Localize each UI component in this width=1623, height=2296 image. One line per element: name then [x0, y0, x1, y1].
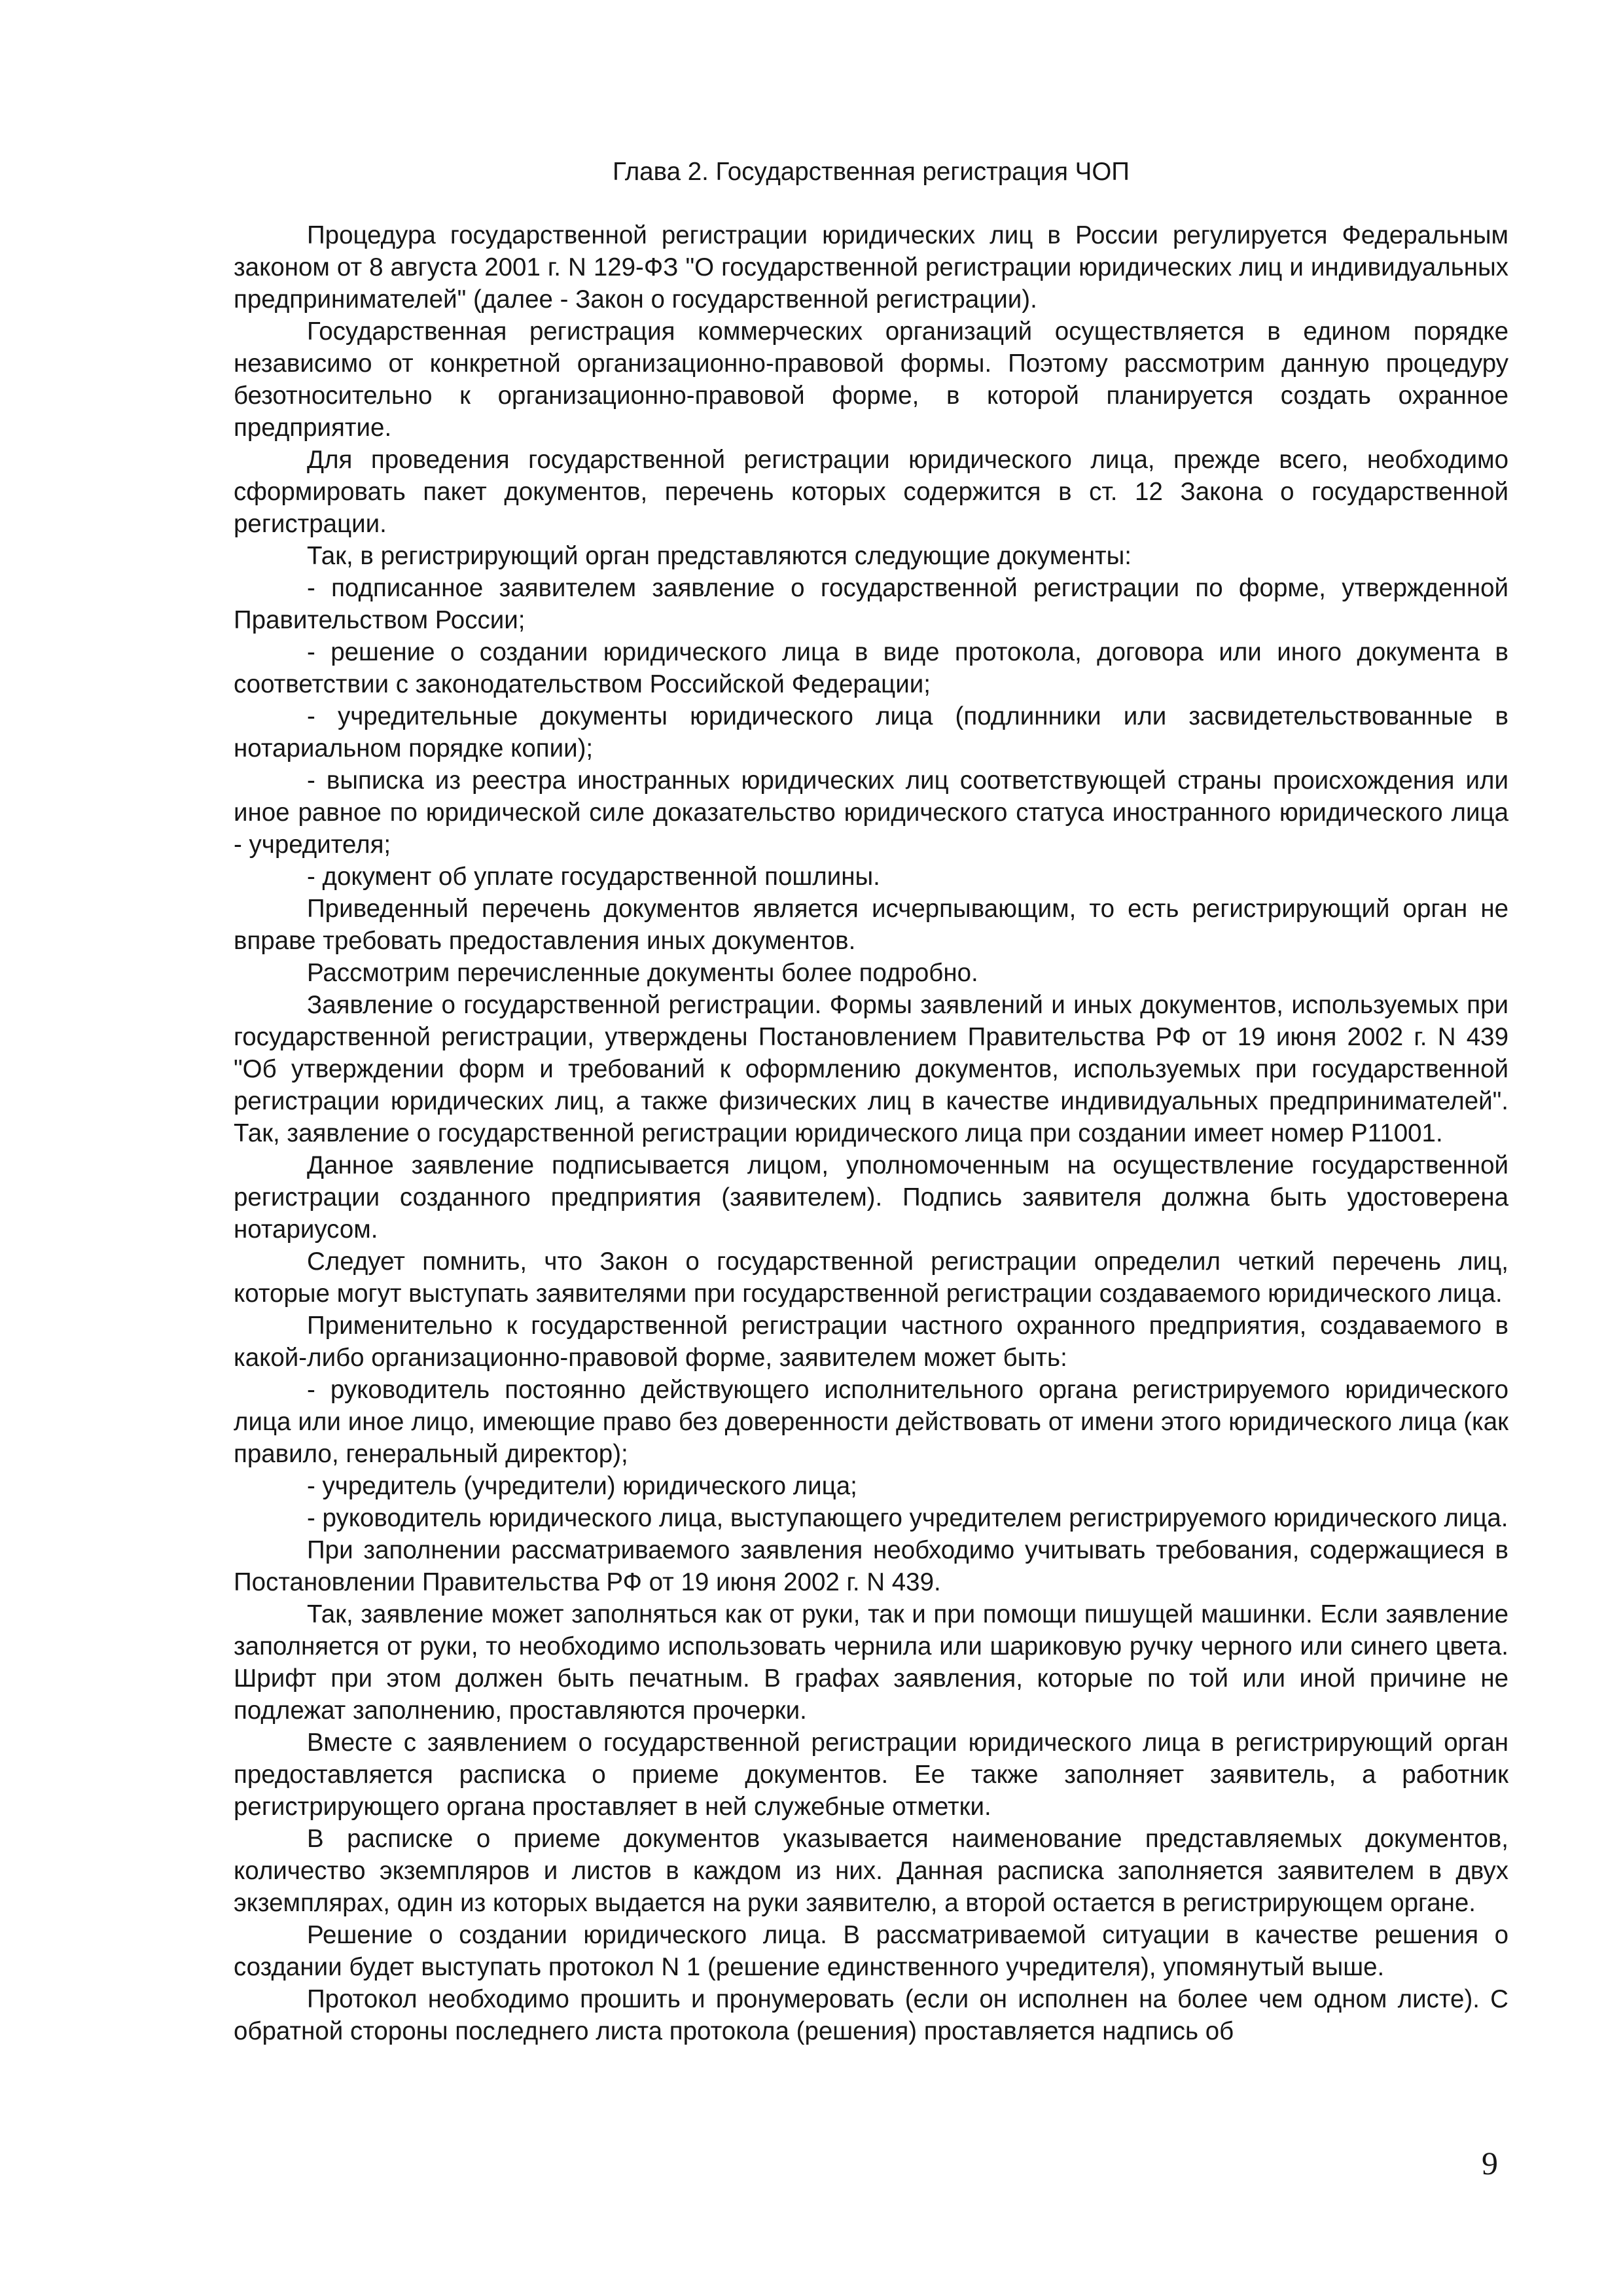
paragraph: Протокол необходимо прошить и пронумеровать (если он исполнен на более чем одном листе). С обратной стороны последнего листа протокола (решения) проставляется надпись об [234, 1985, 1508, 2045]
list-item: - руководитель юридического лица, выступающего учредителем регистрируемого юридического лица. [307, 1504, 1508, 1532]
paragraph: Применительно к государственной регистрации частного охранного предприятия, создаваемого в какой-либо организационно-правовой форме, заявителем может быть: [234, 1312, 1508, 1372]
paragraph: Заявление о государственной регистрации. Формы заявлений и иных документов, используемых при государственной регистрации, утверждены Постановлением Правительства РФ от 19 июня 2002 г. N 439 "Об утверждении форм и требований к оформлению документов, используемых при государственной регистрации юридических лиц, а также физических лиц в качестве индивидуальных предпринимателей". Так, заявление о государственной регистрации юридического лица при создании имеет номер Р11001. [234, 991, 1508, 1147]
list-item: - подписанное заявителем заявление о государственной регистрации по форме, утвержденной Правительством России; [234, 574, 1508, 634]
paragraph: Процедура государственной регистрации юридических лиц в России регулируется Федеральным законом от 8 августа 2001 г. N 129-ФЗ "О государственной регистрации юридических лиц и индивидуальных предпринимателей" (далее - Закон о государственной регистрации). [234, 221, 1508, 314]
list-item: - учредитель (учредители) юридического лица; [307, 1472, 857, 1500]
paragraph: Решение о создании юридического лица. В рассматриваемой ситуации в качестве решения о создании будет выступать протокол N 1 (решение единственного учредителя), упомянутый выше. [234, 1921, 1508, 1981]
paragraph: Так, заявление может заполняться как от руки, так и при помощи пишущей машинки. Если заявление заполняется от руки, то необходимо использовать чернила или шариковую ручку черного или синего цвета. Шрифт при этом должен быть печатным. В графах заявления, которые по той или иной причине не подлежат заполнению, проставляются прочерки. [234, 1600, 1508, 1725]
document-body [234, 156, 1508, 2047]
list-item: - руководитель постоянно действующего исполнительного органа регистрируемого юридического лица или иное лицо, имеющие право без доверенности действовать от имени этого юридического лица (как правило, генеральный директор); [234, 1376, 1508, 1468]
list-item: - документ об уплате государственной пошлины. [307, 863, 880, 891]
paragraph: Вместе с заявлением о государственной регистрации юридического лица в регистрирующий орган предоставляется расписка о приеме документов. Ее также заполняет заявитель, а работник регистрирующего органа проставляет в ней служебные отметки. [234, 1729, 1508, 1821]
paragraph: Рассмотрим перечисленные документы более подробно. [307, 959, 978, 987]
paragraph: Данное заявление подписывается лицом, уполномоченным на осуществление государственной регистрации созданного предприятия (заявителем). Подпись заявителя должна быть удостоверена нотариусом. [234, 1151, 1508, 1244]
paragraph: Для проведения государственной регистрации юридического лица, прежде всего, необходимо сформировать пакет документов, перечень которых содержится в ст. 12 Закона о государственной регистрации. [234, 446, 1508, 538]
list-item: - выписка из реестра иностранных юридических лиц соответствующей страны происхождения или иное равное по юридической силе доказательство юридического статуса иностранного юридического лица - учредителя; [234, 766, 1508, 859]
paragraph: Приведенный перечень документов является исчерпывающим, то есть регистрирующий орган не вправе требовать предоставления иных документов. [234, 895, 1508, 955]
paragraph: При заполнении рассматриваемого заявления необходимо учитывать требования, содержащиеся в Постановлении Правительства РФ от 19 июня 2002 г. N 439. [234, 1536, 1508, 1596]
list-item: - учредительные документы юридического лица (подлинники или засвидетельствованные в нотариальном порядке копии); [234, 702, 1508, 762]
paragraph: В расписке о приеме документов указывается наименование представляемых документов, количество экземпляров и листов в каждом из них. Данная расписка заполняется заявителем в двух экземплярах, один из которых выдается на руки заявителю, а второй остается в регистрирующем органе. [234, 1825, 1508, 1917]
page-number: 9 [1482, 2145, 1498, 2181]
paragraph: Так, в регистрирующий орган представляются следующие документы: [307, 542, 1132, 570]
paragraph: Следует помнить, что Закон о государственной регистрации определил четкий перечень лиц, которые могут выступать заявителями при государственной регистрации создаваемого юридического лица. [234, 1247, 1508, 1308]
paragraph: Государственная регистрация коммерческих организаций осуществляется в едином порядке независимо от конкретной организационно-правовой формы. Поэтому рассмотрим данную процедуру безотносительно к организационно-правовой форме, в которой планируется создать охранное предприятие. [234, 317, 1508, 442]
list-item: - решение о создании юридического лица в виде протокола, договора или иного документа в соответствии с законодательством Российской Федерации; [234, 638, 1508, 698]
chapter-title: Глава 2. Государственная регистрация ЧОП [613, 158, 1130, 186]
